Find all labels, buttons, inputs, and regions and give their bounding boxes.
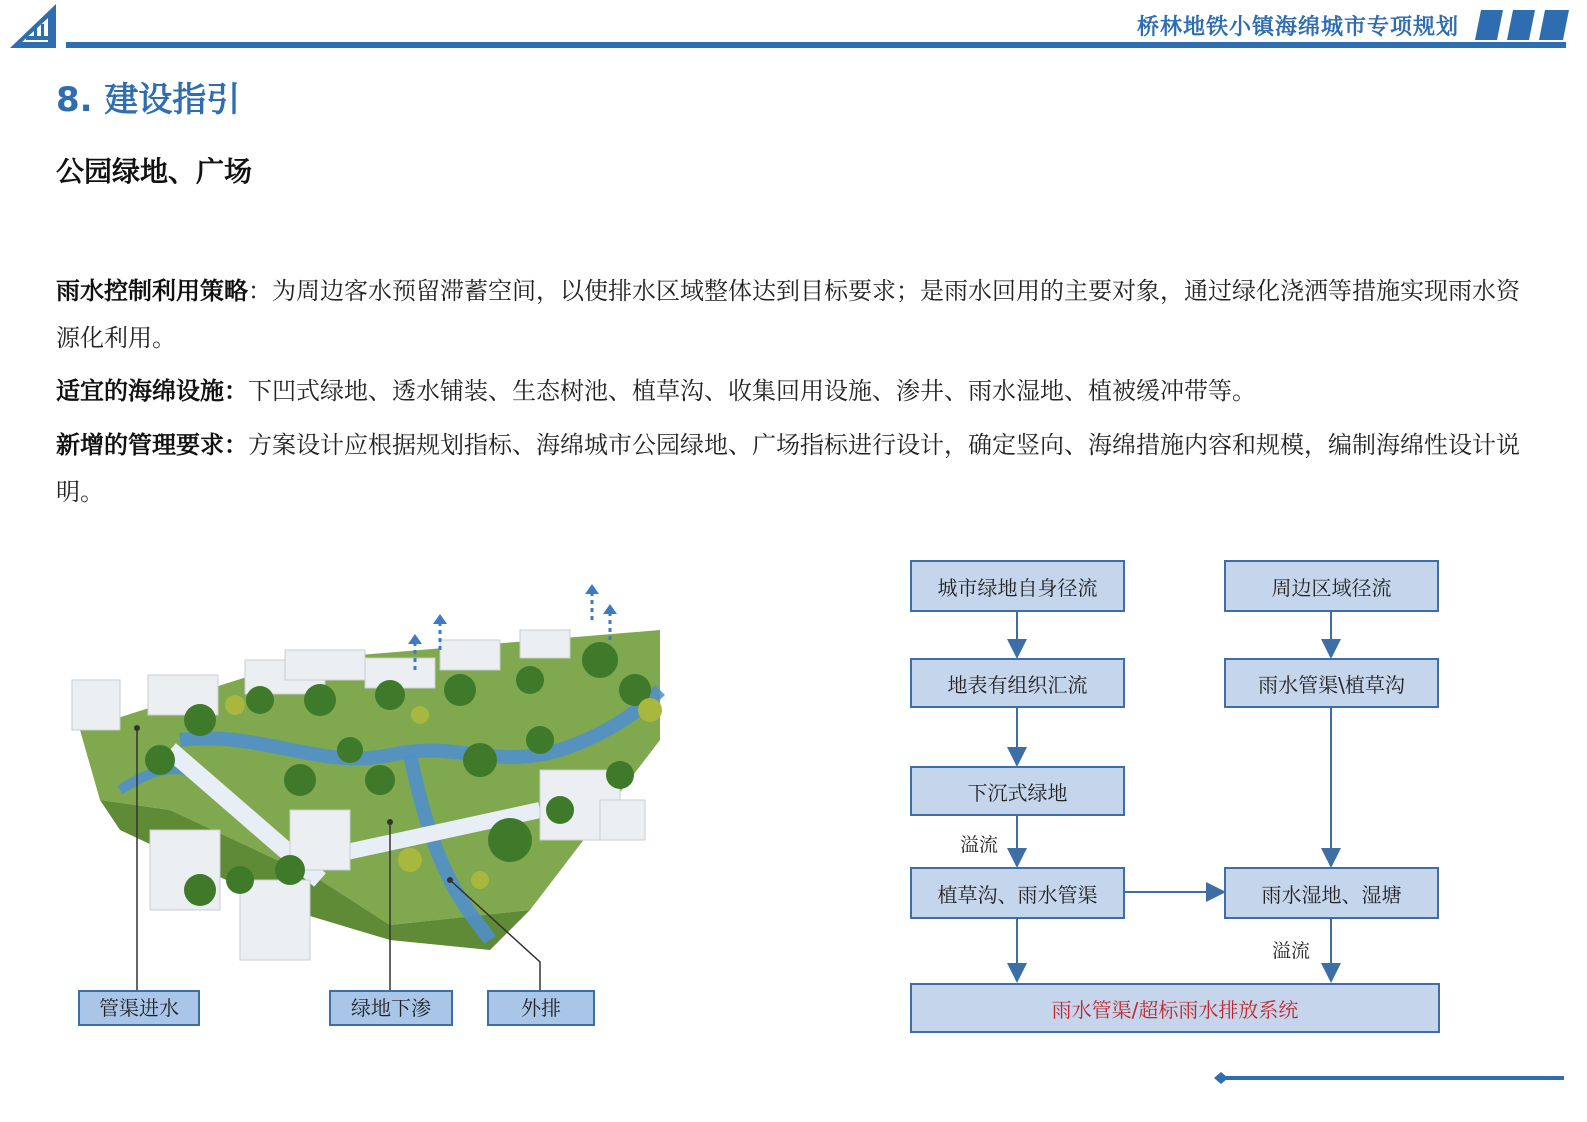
stormwater-flowchart xyxy=(900,555,1460,1045)
park-illustration xyxy=(60,580,680,1020)
strategy-paragraph xyxy=(56,268,1536,362)
facilities-label: 适宜的海绵设施： xyxy=(56,377,248,405)
flow-node-drainage-system: 雨水管渠/超标雨水排放系统 xyxy=(910,983,1440,1033)
park-3d-illustration xyxy=(60,580,680,1020)
illustration-label-discharge: 外排 xyxy=(487,990,595,1026)
strategy-text: ：为周边客水预留滞蓄空间，以使排水区域整体达到目标要求；是雨水回用的主要对象，通过绿化浇洒等措施实现雨水资源化利用。 xyxy=(56,277,1520,352)
flow-node-swale-pipe: 植草沟、雨水管渠 xyxy=(910,867,1125,919)
flow-node-sunken-greenland: 下沉式绿地 xyxy=(910,766,1125,816)
facilities-paragraph xyxy=(56,368,1536,415)
document-title: 桥林地铁小镇海绵城市专项规划 xyxy=(1136,15,1459,40)
flow-node-wetland-pond: 雨水湿地、湿塘 xyxy=(1224,867,1439,919)
logo-icon xyxy=(8,2,60,50)
management-text: 方案设计应根据规划指标、海绵城市公园绿地、广场指标进行设计，确定竖向、海绵措施内容和规模，编制海绵性设计说明。 xyxy=(56,431,1520,506)
illustration-label-infiltration: 绿地下渗 xyxy=(329,990,453,1026)
illustration-label-pipe-inflow: 管渠进水 xyxy=(78,990,200,1026)
header-rule xyxy=(66,42,1566,48)
section-title: 8. 建设指引 xyxy=(56,80,241,120)
footer-rule xyxy=(1214,1072,1564,1084)
flow-node-urban-green-runoff: 城市绿地自身径流 xyxy=(910,560,1125,612)
strategy-label: 雨水控制利用策略 xyxy=(56,277,248,305)
header-stripes-icon xyxy=(1475,10,1569,40)
subsection-title: 公园绿地、广场 xyxy=(56,155,253,188)
management-paragraph xyxy=(56,422,1536,516)
facilities-text: 下凹式绿地、透水铺装、生态树池、植草沟、收集回用设施、渗井、雨水湿地、植被缓冲带等。 xyxy=(248,377,1256,405)
flow-node-surface-collection: 地表有组织汇流 xyxy=(910,658,1125,708)
flow-node-pipe-swale: 雨水管渠\植草沟 xyxy=(1224,658,1439,708)
flow-note-overflow-left: 溢流 xyxy=(960,834,999,856)
management-label: 新增的管理要求： xyxy=(56,431,248,459)
flow-node-surrounding-runoff: 周边区域径流 xyxy=(1224,560,1439,612)
flow-note-overflow-right: 溢流 xyxy=(1272,940,1311,962)
